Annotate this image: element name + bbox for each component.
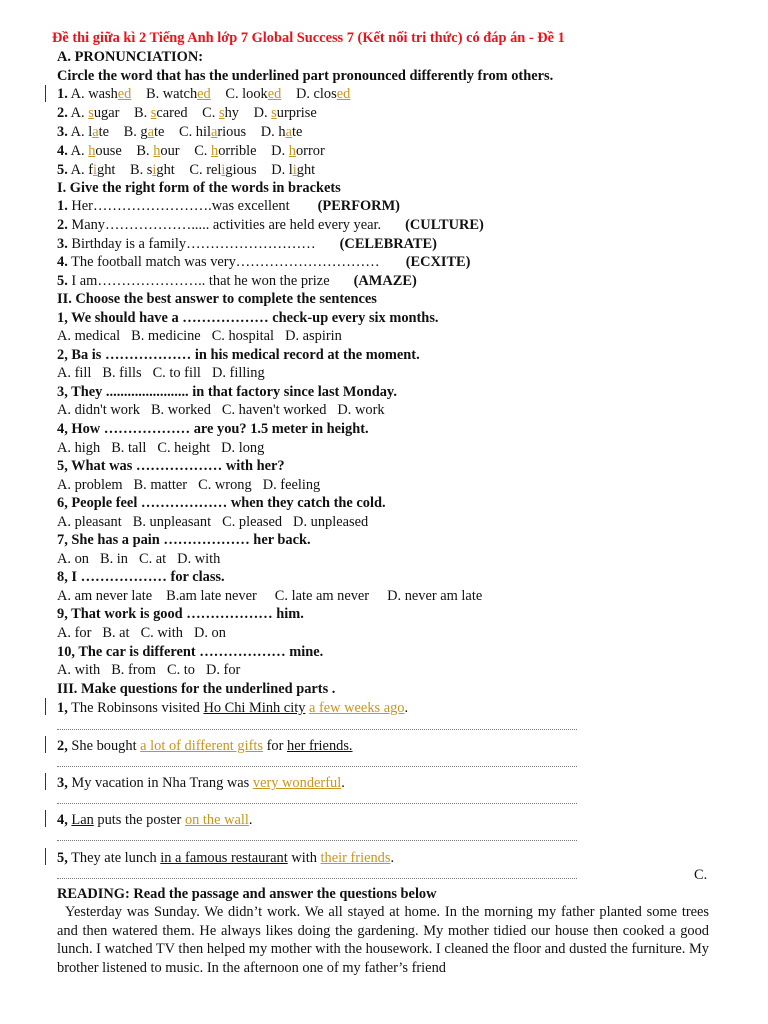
- mc-question-3: 3, They ....................... in that factory since last Monday.: [57, 384, 397, 400]
- section-3-heading: III. Make questions for the underlined parts .: [57, 681, 336, 697]
- word-form-4: 4. The football match was very………………………… (ECXITE): [57, 254, 471, 270]
- mc-question-1: 1, We should have a ……………… check-up every six months.: [57, 310, 439, 326]
- mc-options-7: A. on B. in C. at D. with: [57, 551, 221, 567]
- pron-item-2: 2. A. sugar B. scared C. shy D. surprise: [57, 105, 317, 121]
- question-prompt-1: 1, The Robinsons visited Ho Chi Minh city a few weeks ago.: [57, 700, 409, 716]
- margin-bar: [45, 810, 46, 827]
- mc-question-8: 8, I ……………… for class.: [57, 569, 225, 585]
- mc-question-7: 7, She has a pain ……………… her back.: [57, 532, 311, 548]
- mc-options-5: A. problem B. matter C. wrong D. feeling: [57, 477, 321, 493]
- page-title: Đề thi giữa kì 2 Tiếng Anh lớp 7 Global Success 7 (Kết nối tri thức) có đáp án - Đề 1: [52, 30, 565, 46]
- reading-passage: Yesterday was Sunday. We didn’t work. We all stayed at home. In the morning my father planted some trees and then watered them. He always likes doing the gardening. My mother tidied our house then cooked a good lunch. I watched TV then helped my mother with the housework. I cleaned the floor and dusted the furniture. My brother listened to music. In the afternoon one of my father’s friend: [57, 904, 709, 976]
- mc-question-10: 10, The car is different ……………… mine.: [57, 644, 324, 660]
- question-prompt-3: 3, My vacation in Nha Trang was very wonderful.: [57, 775, 345, 791]
- mc-options-1: A. medical B. medicine C. hospital D. aspirin: [57, 328, 342, 344]
- margin-bar: [45, 85, 46, 102]
- pron-item-5: 5. A. fight B. sight C. religious D. light: [57, 162, 316, 178]
- mc-options-2: A. fill B. fills C. to fill D. filling: [57, 365, 265, 381]
- section-a-heading: A. PRONUNCIATION:: [57, 49, 204, 65]
- margin-bar: [45, 698, 46, 715]
- word-form-2: 2. Many………………..... activities are held every year. (CULTURE): [57, 217, 484, 233]
- pron-item-1: 1. A. washed B. watched C. looked D. closed: [57, 86, 351, 102]
- section-1-heading: I. Give the right form of the words in brackets: [57, 180, 341, 196]
- section-letter-c: C.: [694, 867, 708, 883]
- question-prompt-4: 4, Lan puts the poster on the wall.: [57, 812, 253, 828]
- answer-line-5: [57, 878, 577, 879]
- answer-line-3: [57, 803, 577, 804]
- reading-heading: READING: Read the passage and answer the questions below: [57, 886, 437, 902]
- mc-options-9: A. for B. at C. with D. on: [57, 625, 226, 641]
- answer-line-2: [57, 766, 577, 767]
- margin-bar: [45, 848, 46, 865]
- question-prompt-2: 2, She bought a lot of different gifts for her friends.: [57, 738, 353, 754]
- section-a-instruction: Circle the word that has the underlined part pronounced differently from others.: [57, 68, 554, 84]
- mc-question-4: 4, How ……………… are you? 1.5 meter in height.: [57, 421, 369, 437]
- answer-line-4: [57, 840, 577, 841]
- word-form-5: 5. I am………………….. that he won the prize (AMAZE): [57, 273, 417, 289]
- margin-bar: [45, 736, 46, 753]
- mc-options-3: A. didn't work B. worked C. haven't worked D. work: [57, 402, 385, 418]
- answer-line-1: [57, 729, 577, 730]
- mc-question-2: 2, Ba is ……………… in his medical record at the moment.: [57, 347, 420, 363]
- mc-options-4: A. high B. tall C. height D. long: [57, 440, 265, 456]
- mc-question-9: 9, That work is good ……………… him.: [57, 606, 304, 622]
- word-form-3: 3. Birthday is a family……………………… (CELEBRATE): [57, 236, 437, 252]
- mc-options-6: A. pleasant B. unpleasant C. pleased D. unpleased: [57, 514, 369, 530]
- margin-bar: [45, 773, 46, 790]
- mc-options-8: A. am never late B.am late never C. late am never D. never am late: [57, 588, 483, 604]
- pron-item-4: 4. A. house B. hour C. horrible D. horror: [57, 143, 325, 159]
- mc-question-6: 6, People feel ……………… when they catch the cold.: [57, 495, 386, 511]
- section-2-heading: II. Choose the best answer to complete the sentences: [57, 291, 377, 307]
- pron-item-3: 3. A. late B. gate C. hilarious D. hate: [57, 124, 303, 140]
- question-prompt-5: 5, They ate lunch in a famous restaurant with their friends.: [57, 850, 395, 866]
- word-form-1: 1. Her…………………….was excellent (PERFORM): [57, 198, 400, 214]
- mc-options-10: A. with B. from C. to D. for: [57, 662, 241, 678]
- mc-question-5: 5, What was ……………… with her?: [57, 458, 285, 474]
